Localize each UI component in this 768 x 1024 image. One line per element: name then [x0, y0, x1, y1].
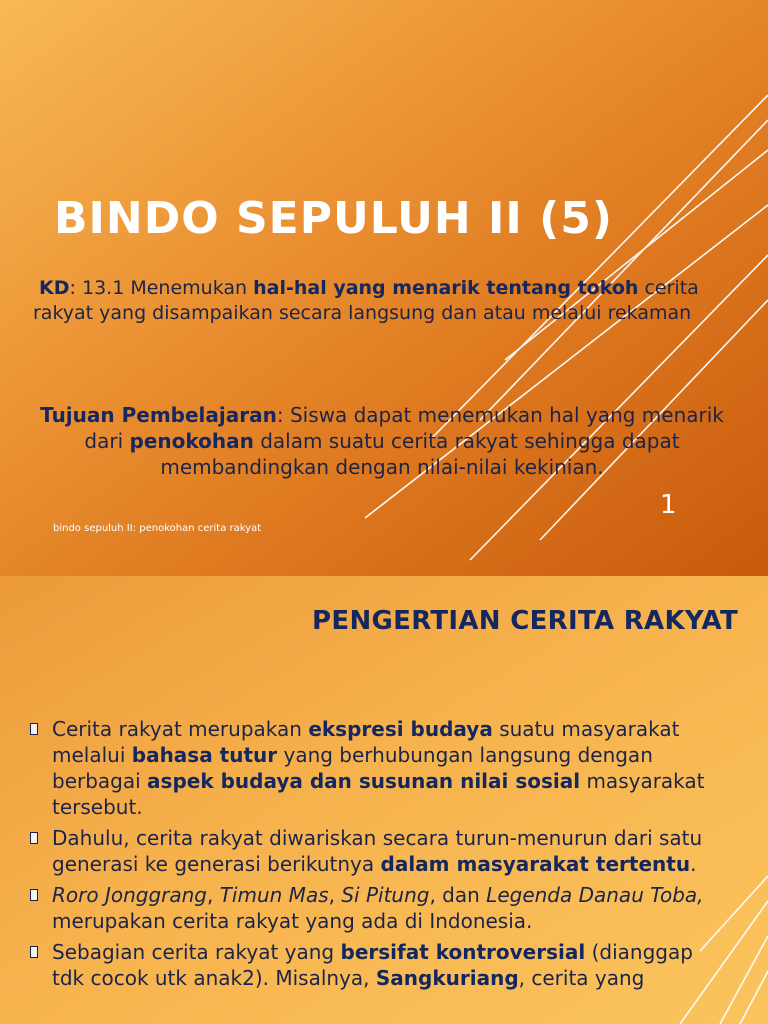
tujuan-text-end: dalam suatu cerita rakyat sehingga dapat membandingkan dengan nilai-nilai kekinian. — [160, 429, 680, 479]
bullet-icon — [30, 832, 38, 844]
bullet-item — [30, 939, 730, 991]
bullet-italic: Timun Mas — [219, 883, 329, 907]
slide-title: PENGERTIAN CERITA RAKYAT — [312, 606, 738, 636]
tujuan-paragraph — [28, 402, 736, 480]
tujuan-label: Tujuan Pembelajaran — [40, 403, 277, 427]
bullet-text: yang berhubungan langsung dengan berbagai — [52, 743, 653, 793]
bullet-bold: bersifat kontroversial — [340, 940, 586, 964]
bullet-item — [30, 716, 730, 820]
slide-2 — [0, 576, 768, 1024]
bullet-bold: ekspresi budaya — [308, 717, 493, 741]
bullet-item — [30, 825, 730, 877]
kd-text: : 13.1 Menemukan — [69, 277, 254, 299]
bullet-bold: Sangkuriang — [375, 966, 519, 990]
bullet-bold: dalam masyarakat tertentu — [380, 852, 691, 876]
bullet-item — [30, 882, 730, 934]
bullet-text: , — [207, 883, 220, 907]
bullet-text: , — [328, 883, 342, 907]
bullet-bold: bahasa tutur — [131, 743, 278, 767]
slide-title: BINDO SEPULUH II (5) — [54, 193, 613, 244]
tujuan-text: : Siswa dapat menemukan hal yang menarik dari — [84, 403, 724, 453]
bullet-text: . — [690, 852, 697, 876]
bullet-text: (dianggap tdk cocok utk anak2). Misalnya, — [52, 940, 693, 990]
bullet-italic: Roro Jonggrang — [52, 883, 207, 907]
bullet-italic: Si Pitung — [341, 883, 430, 907]
kd-paragraph — [33, 276, 753, 326]
kd-label: KD — [39, 277, 70, 299]
deco-line — [505, 150, 768, 360]
bullet-text: Cerita rakyat merupakan — [52, 717, 309, 741]
bullet-icon — [30, 723, 38, 735]
bullet-bold: aspek budaya dan susunan nilai sosial — [147, 769, 581, 793]
deco-line — [480, 120, 768, 420]
slide-number: 1 — [660, 490, 677, 520]
kd-bold: hal-hal yang menarik tentang tokoh — [253, 277, 639, 299]
bullet-text: Dahulu, cerita rakyat diwariskan secara turun-menurun dari satu generasi ke generasi berikutnya — [52, 826, 703, 876]
tujuan-bold: penokohan — [129, 429, 254, 453]
bullet-icon — [30, 946, 38, 958]
bullet-text: , dan — [429, 883, 487, 907]
kd-text-end: cerita rakyat yang disampaikan secara langsung dan atau melalui rekaman — [33, 277, 699, 324]
bullet-text: , cerita yang — [518, 966, 645, 990]
bullet-text: masyarakat tersebut. — [52, 769, 705, 819]
deco-line — [740, 971, 768, 1024]
bullet-icon — [30, 889, 38, 901]
bullet-text: suatu masyarakat melalui — [52, 717, 680, 767]
bullet-text: merupakan cerita rakyat yang ada di Indonesia. — [52, 909, 533, 933]
slide-footer: bindo sepuluh II: penokohan cerita rakyat — [53, 523, 262, 534]
bullet-list — [30, 716, 730, 996]
bullet-text: Sebagian cerita rakyat yang — [52, 940, 341, 964]
bullet-italic: Legenda Danau Toba, — [486, 883, 704, 907]
deco-line — [430, 95, 768, 440]
